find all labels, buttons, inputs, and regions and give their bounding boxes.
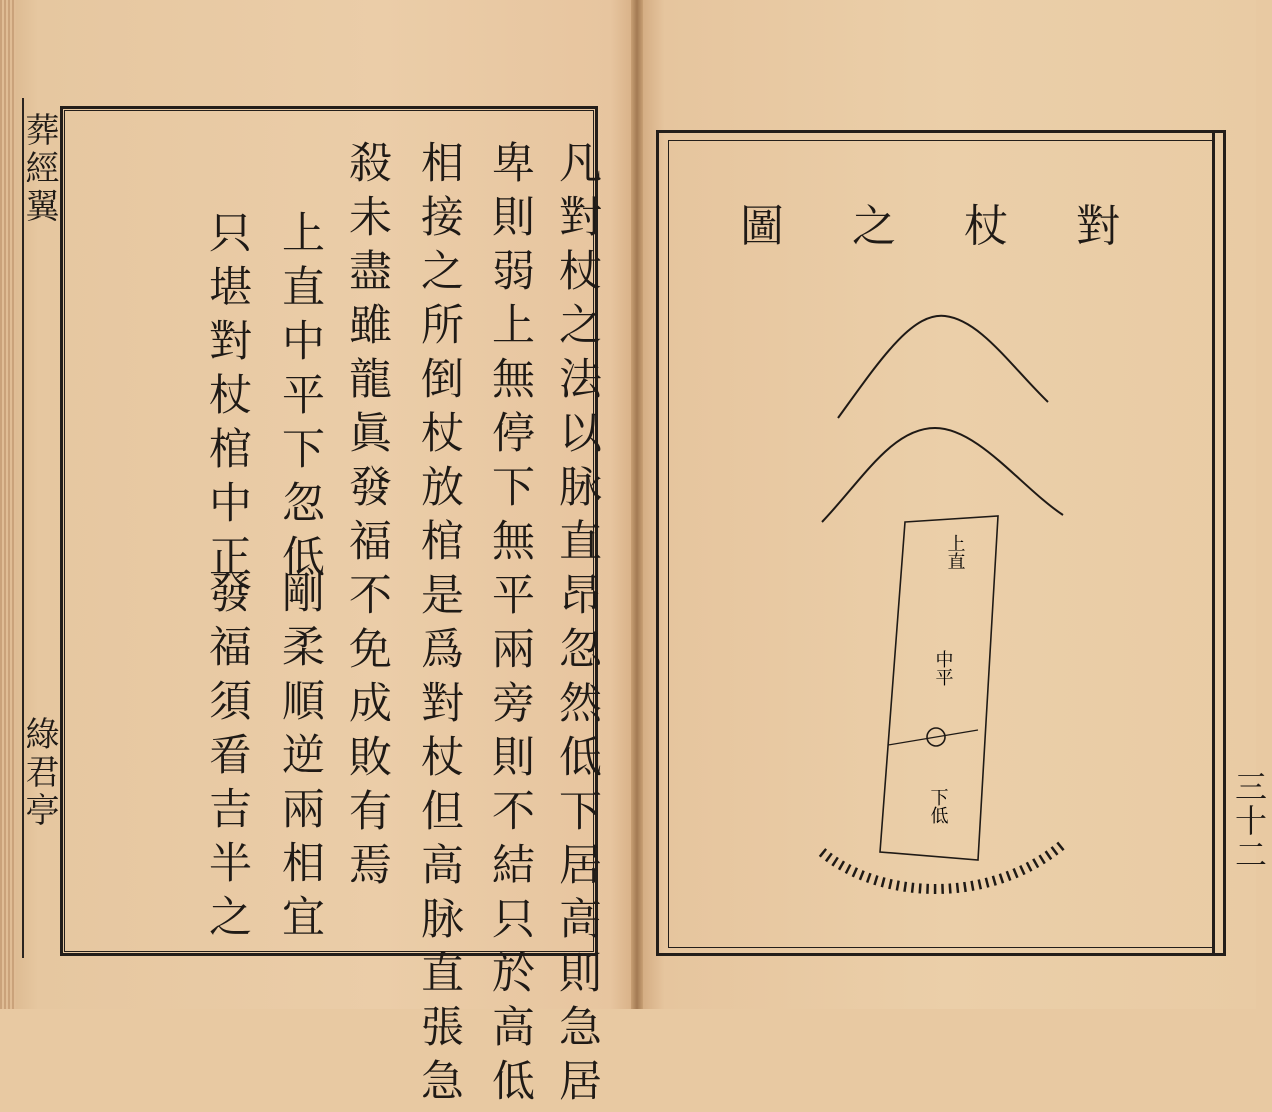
diagram-title-char-1: 對 xyxy=(1076,201,1120,252)
margin-publisher: 綠君亭 xyxy=(19,716,59,830)
text-column-4: 殺未盡雖龍眞發福不免成敗有焉 xyxy=(342,140,392,896)
verse-line-1: 上直中平下忽低 xyxy=(275,210,325,588)
diagram-title-char-2: 杖 xyxy=(964,201,1008,252)
coffin-divider xyxy=(888,730,978,745)
upper-mountain-arc xyxy=(838,316,1048,418)
label-bottom: 下低 xyxy=(927,788,949,824)
diagram-title-char-4: 圖 xyxy=(740,201,784,252)
verse-line-4: 發福須㸔吉半之 xyxy=(202,570,252,948)
hatched-ground-arc xyxy=(822,845,1062,889)
verse-line-2: 剛柔順逆兩相宜 xyxy=(275,570,325,948)
lower-mountain-arc xyxy=(822,428,1063,522)
text-column-1: 凡對杖之法以脉直昂忽然低下居高則急居 xyxy=(552,140,602,1112)
margin-book-title: 葬經翼 xyxy=(19,112,59,226)
page-number: 三十二 xyxy=(1230,770,1268,872)
label-top: 上直 xyxy=(944,534,966,570)
text-column-2: 卑則弱上無停下無平兩旁則不結只於高低 xyxy=(485,140,535,1112)
verse-line-3: 只堪對杖棺中正 xyxy=(202,210,252,588)
label-middle: 中平 xyxy=(932,650,954,686)
text-column-3: 相接之所倒杖放棺是爲對杖但高脉直張急 xyxy=(414,140,464,1112)
diagram-title-char-3: 之 xyxy=(852,201,896,252)
